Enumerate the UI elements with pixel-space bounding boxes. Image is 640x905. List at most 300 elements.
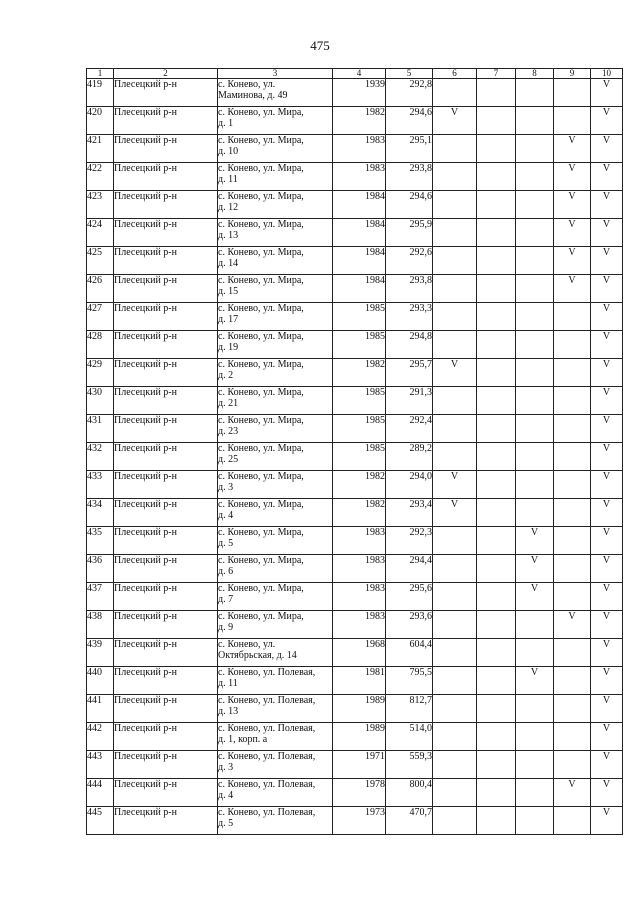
- col7-mark-cell: [477, 667, 516, 695]
- column-header: 9: [554, 69, 591, 79]
- col8-mark-cell: [516, 667, 554, 695]
- year-cell: [333, 555, 386, 583]
- col9-mark-cell: [554, 583, 591, 611]
- address-line-1: с. Конево, ул. Полевая,: [218, 807, 316, 818]
- district-cell: [114, 359, 218, 387]
- district-text: Плесецкий р-н: [114, 807, 177, 818]
- col8-mark-cell: [516, 331, 554, 359]
- district-cell: [114, 415, 218, 443]
- address-line-2: д. 13: [218, 706, 239, 717]
- row-number-text: 442: [87, 723, 102, 734]
- district-cell: [114, 387, 218, 415]
- address-cell: [218, 471, 333, 499]
- col6-mark-cell: [433, 79, 477, 107]
- col7-mark-cell: [477, 807, 516, 835]
- year-text: 1983: [365, 583, 385, 594]
- column-header: 6: [433, 69, 477, 79]
- area-cell: [386, 443, 433, 471]
- area-text: 604,4: [409, 639, 432, 650]
- col10-mark-cell: [591, 499, 623, 527]
- row-number-text: 441: [87, 695, 102, 706]
- area-cell: [386, 331, 433, 359]
- district-cell: [114, 79, 218, 107]
- district-text: Плесецкий р-н: [114, 275, 177, 286]
- col8-mark-cell: [516, 471, 554, 499]
- area-text: 294,0: [409, 471, 432, 482]
- year-cell: [333, 415, 386, 443]
- address-line-1: с. Конево, ул. Полевая,: [218, 723, 316, 734]
- district-text: Плесецкий р-н: [114, 415, 177, 426]
- district-text: Плесецкий р-н: [114, 723, 177, 734]
- address-line-1: с. Конево, ул. Мира,: [218, 359, 304, 370]
- address-line-1: с. Конево, ул. Мира,: [218, 247, 304, 258]
- col8-mark-cell: [516, 695, 554, 723]
- area-cell: [386, 135, 433, 163]
- area-cell: [386, 667, 433, 695]
- table-row: [87, 107, 623, 135]
- district-cell: [114, 443, 218, 471]
- row-number-text: 439: [87, 639, 102, 650]
- col10-mark-text: V: [602, 611, 611, 622]
- row-number-text: 427: [87, 303, 102, 314]
- col9-mark-cell: [554, 275, 591, 303]
- address-cell: [218, 79, 333, 107]
- year-cell: [333, 807, 386, 835]
- year-cell: [333, 751, 386, 779]
- address-line-2: д. 4: [218, 790, 234, 801]
- year-text: 1983: [365, 611, 385, 622]
- table-row: [87, 359, 623, 387]
- year-text: 1982: [365, 499, 385, 510]
- area-text: 292,6: [409, 247, 432, 258]
- address-line-2: д. 17: [218, 314, 239, 325]
- col6-mark-text: V: [450, 107, 459, 118]
- col9-mark-text: V: [568, 163, 576, 174]
- col9-mark-cell: [554, 471, 591, 499]
- area-text: 292,4: [409, 415, 432, 426]
- year-text: 1989: [365, 723, 385, 734]
- col8-mark-cell: [516, 247, 554, 275]
- col9-mark-text: V: [568, 191, 576, 202]
- col10-mark-text: V: [602, 695, 611, 706]
- year-cell: [333, 583, 386, 611]
- year-cell: [333, 667, 386, 695]
- district-cell: [114, 107, 218, 135]
- row-number-cell: [87, 471, 114, 499]
- col10-mark-cell: [591, 443, 623, 471]
- col10-mark-text: V: [602, 247, 611, 258]
- col6-mark-cell: [433, 555, 477, 583]
- address-line-1: с. Конево, ул. Мира,: [218, 387, 304, 398]
- table-row: [87, 779, 623, 807]
- col8-mark-cell: [516, 107, 554, 135]
- row-number-cell: [87, 163, 114, 191]
- col10-mark-text: V: [602, 583, 611, 594]
- col10-mark-text: V: [602, 107, 611, 118]
- table-row: [87, 527, 623, 555]
- col7-mark-cell: [477, 415, 516, 443]
- area-text: 294,8: [409, 331, 432, 342]
- col9-mark-text: V: [568, 135, 576, 146]
- col6-mark-cell: [433, 359, 477, 387]
- col7-mark-cell: [477, 387, 516, 415]
- col9-mark-cell: [554, 135, 591, 163]
- col9-mark-cell: [554, 695, 591, 723]
- col8-mark-text: V: [530, 583, 539, 594]
- col9-mark-text: V: [568, 611, 576, 622]
- col7-mark-cell: [477, 723, 516, 751]
- address-line-1: с. Конево, ул. Мира,: [218, 583, 304, 594]
- table-row: [87, 611, 623, 639]
- col8-mark-cell: [516, 555, 554, 583]
- area-cell: [386, 275, 433, 303]
- col8-mark-cell: [516, 275, 554, 303]
- col10-mark-text: V: [602, 723, 611, 734]
- row-number-cell: [87, 667, 114, 695]
- district-text: Плесецкий р-н: [114, 611, 177, 622]
- area-text: 294,6: [409, 107, 432, 118]
- address-line-2: д. 11: [218, 174, 238, 185]
- address-line-2: д. 11: [218, 678, 238, 689]
- col9-mark-cell: [554, 807, 591, 835]
- district-text: Плесецкий р-н: [114, 163, 177, 174]
- col8-mark-cell: [516, 499, 554, 527]
- col10-mark-cell: [591, 163, 623, 191]
- row-number-cell: [87, 303, 114, 331]
- year-text: 1985: [365, 443, 385, 454]
- area-text: 295,9: [409, 219, 432, 230]
- col8-mark-cell: [516, 415, 554, 443]
- col7-mark-cell: [477, 443, 516, 471]
- row-number-cell: [87, 527, 114, 555]
- table-row: [87, 303, 623, 331]
- col10-mark-cell: [591, 667, 623, 695]
- address-cell: [218, 611, 333, 639]
- year-cell: [333, 191, 386, 219]
- table-row: [87, 191, 623, 219]
- col10-mark-text: V: [602, 219, 611, 230]
- district-cell: [114, 275, 218, 303]
- col9-mark-cell: [554, 79, 591, 107]
- area-text: 292,8: [409, 79, 432, 90]
- table-row: [87, 667, 623, 695]
- col10-mark-text: V: [602, 527, 611, 538]
- district-cell: [114, 191, 218, 219]
- address-line-2: д. 13: [218, 230, 239, 241]
- address-line-1: с. Конево, ул. Мира,: [218, 107, 304, 118]
- col8-mark-cell: [516, 583, 554, 611]
- area-cell: [386, 415, 433, 443]
- area-cell: [386, 723, 433, 751]
- column-header: 1: [87, 69, 114, 79]
- col10-mark-cell: [591, 611, 623, 639]
- row-number-cell: [87, 723, 114, 751]
- address-cell: [218, 191, 333, 219]
- address-cell: [218, 751, 333, 779]
- address-cell: [218, 695, 333, 723]
- address-cell: [218, 219, 333, 247]
- area-cell: [386, 471, 433, 499]
- table-row: [87, 443, 623, 471]
- table-row: [87, 275, 623, 303]
- year-cell: [333, 359, 386, 387]
- row-number-cell: [87, 415, 114, 443]
- area-text: 800,4: [409, 779, 432, 790]
- row-number-text: 435: [87, 527, 102, 538]
- district-cell: [114, 723, 218, 751]
- row-number-text: 444: [87, 779, 102, 790]
- address-line-1: с. Конево, ул. Мира,: [218, 471, 304, 482]
- col6-mark-cell: [433, 471, 477, 499]
- col9-mark-cell: [554, 303, 591, 331]
- address-line-1: с. Конево, ул. Мира,: [218, 163, 304, 174]
- col8-mark-cell: [516, 443, 554, 471]
- area-cell: [386, 387, 433, 415]
- row-number-text: 423: [87, 191, 102, 202]
- year-cell: [333, 331, 386, 359]
- col10-mark-cell: [591, 471, 623, 499]
- col6-mark-cell: [433, 219, 477, 247]
- year-cell: [333, 471, 386, 499]
- address-line-1: с. Конево, ул. Полевая,: [218, 695, 316, 706]
- col6-mark-cell: [433, 163, 477, 191]
- area-text: 294,6: [409, 191, 432, 202]
- area-text: 795,5: [409, 667, 432, 678]
- col8-mark-cell: [516, 639, 554, 667]
- address-line-2: д. 6: [218, 566, 234, 577]
- address-cell: [218, 331, 333, 359]
- col6-mark-cell: [433, 247, 477, 275]
- district-cell: [114, 331, 218, 359]
- row-number-cell: [87, 219, 114, 247]
- district-text: Плесецкий р-н: [114, 191, 177, 202]
- year-cell: [333, 695, 386, 723]
- address-cell: [218, 387, 333, 415]
- row-number-cell: [87, 779, 114, 807]
- district-cell: [114, 135, 218, 163]
- col6-mark-cell: [433, 639, 477, 667]
- table-row: [87, 79, 623, 107]
- col8-mark-cell: [516, 387, 554, 415]
- area-text: 295,1: [409, 135, 432, 146]
- col9-mark-cell: [554, 555, 591, 583]
- col8-mark-cell: [516, 219, 554, 247]
- address-line-1: с. Конево, ул. Полевая,: [218, 667, 316, 678]
- col9-mark-cell: [554, 415, 591, 443]
- col10-mark-cell: [591, 191, 623, 219]
- col9-mark-cell: [554, 443, 591, 471]
- row-number-cell: [87, 387, 114, 415]
- col7-mark-cell: [477, 79, 516, 107]
- year-text: 1984: [365, 219, 385, 230]
- header-row: [87, 69, 623, 79]
- col7-mark-cell: [477, 275, 516, 303]
- row-number-cell: [87, 751, 114, 779]
- col8-mark-cell: [516, 751, 554, 779]
- address-cell: [218, 135, 333, 163]
- district-text: Плесецкий р-н: [114, 79, 177, 90]
- year-text: 1984: [365, 191, 385, 202]
- area-text: 294,4: [409, 555, 432, 566]
- row-number-cell: [87, 107, 114, 135]
- year-cell: [333, 723, 386, 751]
- area-cell: [386, 107, 433, 135]
- column-header: 10: [591, 69, 623, 79]
- table-row: [87, 471, 623, 499]
- table-row: [87, 639, 623, 667]
- area-cell: [386, 611, 433, 639]
- col10-mark-cell: [591, 639, 623, 667]
- col10-mark-cell: [591, 219, 623, 247]
- year-cell: [333, 107, 386, 135]
- year-cell: [333, 219, 386, 247]
- col8-mark-cell: [516, 191, 554, 219]
- col7-mark-cell: [477, 471, 516, 499]
- row-number-cell: [87, 639, 114, 667]
- year-text: 1982: [365, 359, 385, 370]
- col10-mark-cell: [591, 303, 623, 331]
- address-line-2: Октябрьская, д. 14: [218, 650, 297, 661]
- area-text: 295,7: [409, 359, 432, 370]
- address-cell: [218, 359, 333, 387]
- address-cell: [218, 247, 333, 275]
- year-text: 1984: [365, 247, 385, 258]
- column-header: 8: [516, 69, 554, 79]
- address-cell: [218, 163, 333, 191]
- district-cell: [114, 639, 218, 667]
- district-cell: [114, 611, 218, 639]
- year-cell: [333, 79, 386, 107]
- area-text: 293,6: [409, 611, 432, 622]
- col7-mark-cell: [477, 107, 516, 135]
- col9-mark-cell: [554, 331, 591, 359]
- area-cell: [386, 695, 433, 723]
- row-number-text: 424: [87, 219, 102, 230]
- row-number-text: 437: [87, 583, 102, 594]
- year-cell: [333, 443, 386, 471]
- area-text: 295,6: [409, 583, 432, 594]
- year-text: 1983: [365, 135, 385, 146]
- table-row: [87, 807, 623, 835]
- year-text: 1968: [365, 639, 385, 650]
- housing-registry-table: [86, 68, 623, 835]
- district-cell: [114, 695, 218, 723]
- col8-mark-cell: [516, 779, 554, 807]
- col7-mark-cell: [477, 247, 516, 275]
- address-cell: [218, 275, 333, 303]
- area-cell: [386, 303, 433, 331]
- address-cell: [218, 527, 333, 555]
- year-cell: [333, 387, 386, 415]
- col9-mark-cell: [554, 751, 591, 779]
- address-line-2: Маминова, д. 49: [218, 90, 288, 101]
- area-text: 291,3: [409, 387, 432, 398]
- address-cell: [218, 443, 333, 471]
- row-number-cell: [87, 275, 114, 303]
- area-cell: [386, 163, 433, 191]
- col8-mark-cell: [516, 79, 554, 107]
- table-row: [87, 723, 623, 751]
- address-line-1: с. Конево, ул. Мира,: [218, 415, 304, 426]
- district-text: Плесецкий р-н: [114, 303, 177, 314]
- col6-mark-cell: [433, 135, 477, 163]
- column-header: 7: [477, 69, 516, 79]
- area-cell: [386, 751, 433, 779]
- table-row: [87, 387, 623, 415]
- district-text: Плесецкий р-н: [114, 107, 177, 118]
- district-cell: [114, 247, 218, 275]
- col10-mark-text: V: [602, 79, 611, 90]
- col10-mark-text: V: [602, 555, 611, 566]
- row-number-text: 438: [87, 611, 102, 622]
- year-text: 1984: [365, 275, 385, 286]
- address-line-2: д. 2: [218, 370, 234, 381]
- district-cell: [114, 471, 218, 499]
- district-cell: [114, 163, 218, 191]
- year-text: 1982: [365, 107, 385, 118]
- area-cell: [386, 583, 433, 611]
- address-line-1: с. Конево, ул. Мира,: [218, 135, 304, 146]
- district-cell: [114, 751, 218, 779]
- col6-mark-cell: [433, 443, 477, 471]
- address-cell: [218, 667, 333, 695]
- table-body: [87, 79, 623, 835]
- area-text: 470,7: [409, 807, 432, 818]
- col9-mark-cell: [554, 191, 591, 219]
- col8-mark-cell: [516, 303, 554, 331]
- col6-mark-text: V: [450, 471, 459, 482]
- col9-mark-cell: [554, 107, 591, 135]
- row-number-cell: [87, 359, 114, 387]
- address-cell: [218, 555, 333, 583]
- col6-mark-cell: [433, 387, 477, 415]
- address-line-1: с. Конево, ул. Мира,: [218, 555, 304, 566]
- table-row: [87, 499, 623, 527]
- address-line-2: д. 23: [218, 426, 239, 437]
- address-line-2: д. 7: [218, 594, 234, 605]
- address-cell: [218, 415, 333, 443]
- table-row: [87, 247, 623, 275]
- table-row: [87, 163, 623, 191]
- col9-mark-cell: [554, 611, 591, 639]
- col9-mark-cell: [554, 723, 591, 751]
- year-text: 1939: [365, 79, 385, 90]
- district-text: Плесецкий р-н: [114, 583, 177, 594]
- year-cell: [333, 779, 386, 807]
- district-text: Плесецкий р-н: [114, 695, 177, 706]
- column-header: 2: [114, 69, 218, 79]
- col10-mark-cell: [591, 807, 623, 835]
- col10-mark-text: V: [602, 639, 611, 650]
- row-number-text: 429: [87, 359, 102, 370]
- row-number-text: 443: [87, 751, 102, 762]
- row-number-text: 428: [87, 331, 102, 342]
- col9-mark-cell: [554, 667, 591, 695]
- area-cell: [386, 555, 433, 583]
- col10-mark-cell: [591, 723, 623, 751]
- year-text: 1985: [365, 387, 385, 398]
- col6-mark-cell: [433, 667, 477, 695]
- column-header: 4: [333, 69, 386, 79]
- address-line-1: с. Конево, ул.: [218, 79, 276, 90]
- row-number-text: 431: [87, 415, 102, 426]
- row-number-text: 421: [87, 135, 102, 146]
- col7-mark-cell: [477, 499, 516, 527]
- year-text: 1989: [365, 695, 385, 706]
- column-header: 3: [218, 69, 333, 79]
- col6-mark-cell: [433, 779, 477, 807]
- year-text: 1978: [365, 779, 385, 790]
